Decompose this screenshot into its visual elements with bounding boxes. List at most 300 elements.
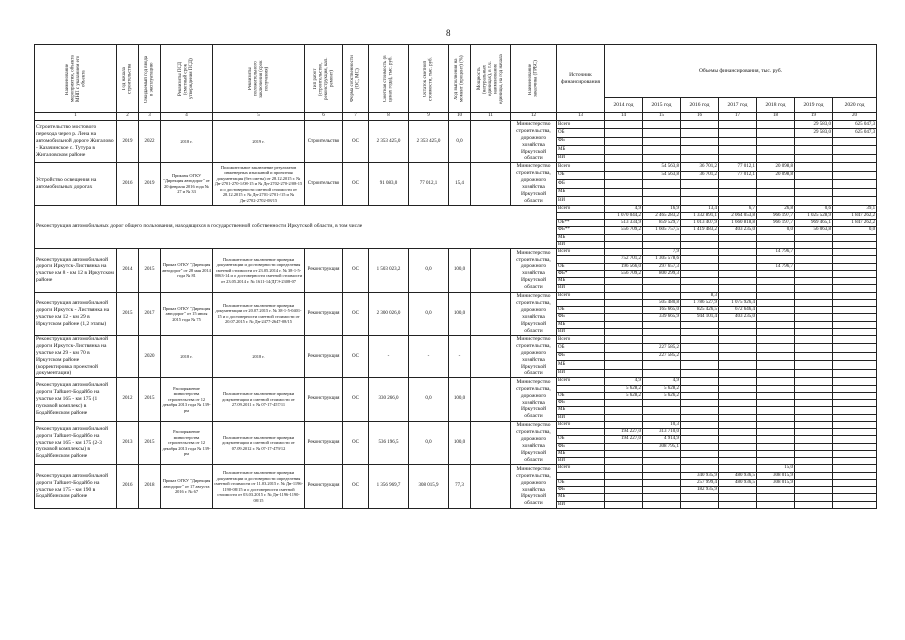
funding-source: ВИ bbox=[557, 501, 605, 508]
funding-value bbox=[795, 270, 833, 277]
funding-value bbox=[605, 278, 643, 285]
object-start: 2012 bbox=[117, 378, 139, 422]
header-label: Форма собственности (ОС, МС) bbox=[350, 55, 361, 102]
funding-value: 196 566,0 bbox=[605, 263, 643, 270]
funding-value bbox=[719, 197, 757, 206]
funding-value bbox=[833, 328, 877, 335]
funding-value: 403 235,0 bbox=[719, 314, 757, 321]
funding-value bbox=[795, 180, 833, 188]
funding-value bbox=[605, 414, 643, 421]
funding-value bbox=[643, 361, 681, 369]
funding-value bbox=[719, 392, 757, 399]
funding-value bbox=[681, 458, 719, 465]
funding-source: ВИ bbox=[557, 369, 605, 378]
funding-value: 339 665,9 bbox=[643, 314, 681, 321]
funding-value bbox=[757, 421, 795, 428]
funding-value bbox=[833, 137, 877, 145]
funding-value bbox=[833, 344, 877, 352]
funding-value bbox=[719, 328, 757, 335]
funding-value bbox=[605, 400, 643, 407]
object-start bbox=[117, 336, 139, 378]
funding-value bbox=[605, 328, 643, 335]
funding-value bbox=[681, 344, 719, 352]
header-cell bbox=[139, 45, 161, 113]
funding-value bbox=[719, 336, 757, 344]
object-cost: 2 300 026,0 bbox=[369, 292, 409, 336]
funding-value bbox=[833, 421, 877, 428]
funding-source: МБ bbox=[557, 361, 605, 369]
funding-source: Всего bbox=[557, 205, 605, 212]
funding-value bbox=[643, 241, 681, 248]
object-name: Реконструкция автомобильной дороги Тайшет-Бодайбо на участке км 165 - км 175 (2-3 пусковой комплексы) в Бодайбинском районе bbox=[35, 421, 117, 465]
object-concl: Положительное заключение проверки документации и достоверности определения сметной стоимости от 11.03.2015 г. № Дн-1196-1190-08/15 и о достоверности сметной стоимости от 03.03.2015 г. № Дн-1196-1190-08/15 bbox=[213, 465, 305, 509]
funding-value bbox=[605, 241, 643, 248]
object-end: 2015 bbox=[139, 249, 161, 293]
object-type: Реконструкция bbox=[305, 465, 343, 509]
funding-value bbox=[795, 263, 833, 270]
object-type: Реконструкция bbox=[305, 378, 343, 422]
object-row bbox=[35, 121, 877, 129]
header-label: Источник финансирования bbox=[560, 71, 601, 85]
object-end: 2022 bbox=[139, 121, 161, 163]
object-concl: Положительное заключение проверки документации и достоверности определения сметной стоимости от 23.05.2014 г. № 38-1-5-0063-14 и о достоверности сметной стоимости от 23.05.2014 г. № 1611-14/ДГЭ-2308-07 bbox=[213, 249, 305, 293]
funding-value: 182 935,9 bbox=[681, 487, 719, 494]
funding-value bbox=[833, 392, 877, 399]
funding-value: 297 657,3 bbox=[643, 263, 681, 270]
funding-value bbox=[757, 385, 795, 392]
funding-value: 194 227,0 bbox=[605, 436, 643, 443]
header-label: Реквизиты ПСД (сметный срок утверждения ПСД) bbox=[178, 58, 195, 99]
object-pct: 77,3 bbox=[449, 465, 471, 509]
header-cell bbox=[305, 45, 343, 113]
object-psd: Приказы ОГКУ "Дирекция автодорог" от 20 февраля 2016 года № 27 и № 33 bbox=[161, 163, 213, 205]
funding-value bbox=[795, 369, 833, 378]
funding-value bbox=[833, 479, 877, 486]
object-concl: Положительное заключение проверки документации и сметной стоимости от 27.09.2011 г. № 07-17-457/11 bbox=[213, 378, 305, 422]
funding-value bbox=[757, 336, 795, 344]
funding-value bbox=[643, 188, 681, 196]
funding-value: 825 426,5 bbox=[681, 307, 719, 314]
funding-value bbox=[719, 421, 757, 428]
object-name: Реконструкция автомобильной дороги Иркутск-Листвянка на участке км 29 - км 70 в Иркутском районе (корректировка проектной документации) bbox=[35, 336, 117, 378]
funding-source bbox=[557, 299, 605, 306]
object-rest: 308 015,9 bbox=[409, 465, 449, 509]
funding-value bbox=[643, 501, 681, 508]
funding-source: Всего bbox=[557, 421, 605, 428]
funding-value: 15,0 bbox=[757, 465, 795, 472]
funding-value bbox=[719, 436, 757, 443]
funding-value bbox=[681, 256, 719, 263]
funding-value bbox=[643, 414, 681, 421]
funding-value bbox=[833, 361, 877, 369]
funding-value bbox=[719, 352, 757, 360]
funding-source: ОБ bbox=[557, 263, 605, 270]
funding-value bbox=[719, 137, 757, 145]
funding-value bbox=[681, 436, 719, 443]
object-pct: 100,0 bbox=[449, 378, 471, 422]
funding-value bbox=[795, 465, 833, 472]
funding-value bbox=[719, 487, 757, 494]
funding-value bbox=[795, 378, 833, 385]
funding-value bbox=[795, 299, 833, 306]
funding-value bbox=[757, 270, 795, 277]
funding-value bbox=[719, 278, 757, 285]
funding-value bbox=[719, 450, 757, 457]
funding-value bbox=[757, 321, 795, 328]
funding-value bbox=[681, 263, 719, 270]
funding-source: МБ bbox=[557, 407, 605, 414]
object-start: 2013 bbox=[117, 421, 139, 465]
funding-value: 13,4 bbox=[681, 205, 719, 212]
funding-value: 5 628,2 bbox=[605, 385, 643, 392]
funding-source: ФБ bbox=[557, 400, 605, 407]
funding-value bbox=[719, 249, 757, 256]
funding-value bbox=[757, 429, 795, 436]
group-row bbox=[35, 205, 877, 212]
funding-value bbox=[757, 129, 795, 137]
funding-value bbox=[757, 292, 795, 299]
funding-value bbox=[719, 263, 757, 270]
header-cell bbox=[213, 45, 305, 113]
object-cap bbox=[471, 336, 511, 378]
funding-value: 0,0 bbox=[757, 227, 795, 234]
funding-value bbox=[757, 436, 795, 443]
funding-value bbox=[795, 321, 833, 328]
funding-value bbox=[795, 328, 833, 335]
funding-value bbox=[757, 299, 795, 306]
column-number: 13 bbox=[557, 113, 605, 121]
funding-value bbox=[681, 407, 719, 414]
object-start: 2014 bbox=[117, 249, 139, 293]
funding-value bbox=[757, 285, 795, 292]
object-type: Реконструкция bbox=[305, 421, 343, 465]
funding-value bbox=[643, 154, 681, 163]
funding-value bbox=[605, 361, 643, 369]
header-cell bbox=[449, 45, 471, 113]
funding-source: ВИ bbox=[557, 285, 605, 292]
funding-value bbox=[795, 336, 833, 344]
object-rest: 0,0 bbox=[409, 292, 449, 336]
funding-value bbox=[795, 487, 833, 494]
funding-value bbox=[719, 234, 757, 241]
funding-value bbox=[833, 494, 877, 501]
funding-value bbox=[833, 414, 877, 421]
funding-value bbox=[719, 129, 757, 137]
object-rest: 0,0 bbox=[409, 421, 449, 465]
column-number: 7 bbox=[343, 113, 369, 121]
funding-value: 308 015,9 bbox=[757, 472, 795, 479]
object-row bbox=[35, 292, 877, 299]
funding-value bbox=[681, 249, 719, 256]
funding-value: 944 101,4 bbox=[681, 314, 719, 321]
funding-value bbox=[605, 146, 643, 154]
funding-value bbox=[681, 501, 719, 508]
funding-value bbox=[719, 146, 757, 154]
funding-value bbox=[643, 472, 681, 479]
funding-value bbox=[719, 121, 757, 129]
funding-value bbox=[795, 163, 833, 171]
funding-value bbox=[833, 249, 877, 256]
funding-value bbox=[605, 494, 643, 501]
funding-value bbox=[757, 146, 795, 154]
funding-value bbox=[605, 352, 643, 360]
table-body bbox=[35, 121, 877, 509]
object-own: ОС bbox=[343, 465, 369, 509]
funding-value bbox=[681, 278, 719, 285]
funding-value bbox=[795, 352, 833, 360]
funding-value bbox=[681, 137, 719, 145]
funding-source: ОБ bbox=[557, 129, 605, 137]
funding-source: ФБ bbox=[557, 314, 605, 321]
funding-value bbox=[681, 336, 719, 344]
column-number: 14 bbox=[605, 113, 643, 121]
object-concl: 2019 г. bbox=[213, 121, 305, 163]
funding-value bbox=[795, 472, 833, 479]
funding-value bbox=[719, 465, 757, 472]
funding-value bbox=[833, 241, 877, 248]
funding-value bbox=[795, 443, 833, 450]
header-cell bbox=[409, 45, 449, 113]
funding-source: ОБ bbox=[557, 392, 605, 399]
object-customer: Министерство строительства, дорожного хозяйства Иркутской области bbox=[511, 292, 557, 336]
column-number: 18 bbox=[757, 113, 795, 121]
funding-value: 4,9 bbox=[605, 205, 643, 212]
funding-source: ВИ bbox=[557, 197, 605, 206]
header-cell bbox=[557, 45, 605, 113]
funding-value bbox=[719, 361, 757, 369]
column-number: 20 bbox=[833, 113, 877, 121]
column-number: 5 bbox=[213, 113, 305, 121]
column-number: 12 bbox=[511, 113, 557, 121]
year-header: 2015 год bbox=[643, 98, 681, 113]
object-cost: 330 266,0 bbox=[369, 378, 409, 422]
funding-value: 5 626,2 bbox=[643, 392, 681, 399]
funding-value: 1 847 262,2 bbox=[833, 212, 877, 219]
header-label: Наименование мероприятия, объекта МНП с указанием его объекта bbox=[64, 55, 86, 102]
object-own: ОС bbox=[343, 163, 369, 205]
funding-value: 20 098,8 bbox=[757, 171, 795, 179]
funding-value bbox=[795, 171, 833, 179]
object-type: Реконструкция bbox=[305, 336, 343, 378]
funding-value bbox=[643, 336, 681, 344]
funding-value bbox=[833, 472, 877, 479]
funding-value bbox=[795, 146, 833, 154]
funding-value: 14 796,7 bbox=[757, 263, 795, 270]
funding-value: 1 070 044,2 bbox=[605, 212, 643, 219]
funding-source: ОБ bbox=[557, 436, 605, 443]
funding-value bbox=[681, 234, 719, 241]
object-pct: 100,0 bbox=[449, 292, 471, 336]
funding-value bbox=[795, 400, 833, 407]
funding-value bbox=[643, 450, 681, 457]
object-row bbox=[35, 421, 877, 428]
funding-value bbox=[757, 241, 795, 248]
funding-value bbox=[643, 292, 681, 299]
funding-value: 29 583,0 bbox=[795, 129, 833, 137]
object-start: 2019 bbox=[117, 121, 139, 163]
funding-value: 8,3 bbox=[681, 292, 719, 299]
funding-source: Всего bbox=[557, 378, 605, 385]
header-cell bbox=[117, 45, 139, 113]
funding-value bbox=[605, 285, 643, 292]
funding-value bbox=[833, 314, 877, 321]
object-psd: Приказ ОГКУ "Дирекция автодорог" от 17 августа 2016 г. № 67 bbox=[161, 465, 213, 509]
object-cost: - bbox=[369, 336, 409, 378]
funding-value bbox=[681, 361, 719, 369]
object-pct: - bbox=[449, 336, 471, 378]
funding-value bbox=[833, 146, 877, 154]
object-type: Строительство bbox=[305, 163, 343, 205]
funding-value bbox=[605, 314, 643, 321]
funding-value: 1 660 818,8 bbox=[719, 220, 757, 227]
object-concl: Положительное заключение проверки документации от 20.07.2015 г. № 38-1-5-0401-15 и о достоверности сметной стоимости от 20.07.2015 г. № Дн-2477-2647-08/15 bbox=[213, 292, 305, 336]
funding-value bbox=[605, 249, 643, 256]
funding-value bbox=[833, 400, 877, 407]
object-cost: 536 196,5 bbox=[369, 421, 409, 465]
column-number: 8 bbox=[369, 113, 409, 121]
object-cap bbox=[471, 249, 511, 293]
funding-value bbox=[795, 392, 833, 399]
funding-value: 257 999,4 bbox=[681, 479, 719, 486]
funding-value: 556 709,2 bbox=[605, 227, 643, 234]
object-name: Строительство мостового перехода через р. Лена на автомобильной дороге Жигалово - Казачинское с. Тутура в Жигаловском районе bbox=[35, 121, 117, 163]
funding-value bbox=[605, 307, 643, 314]
funding-value bbox=[833, 180, 877, 188]
funding-source: МБ bbox=[557, 278, 605, 285]
funding-value bbox=[605, 171, 643, 179]
funding-source: МБ bbox=[557, 450, 605, 457]
funding-value: 77 012,1 bbox=[719, 163, 757, 171]
funding-value bbox=[643, 465, 681, 472]
funding-value: 1 332 891,1 bbox=[681, 212, 719, 219]
header-label: Год начала строительства bbox=[122, 63, 133, 94]
year-header: 2014 год bbox=[605, 98, 643, 113]
funding-source: ФБ* bbox=[557, 270, 605, 277]
funding-value bbox=[605, 129, 643, 137]
funding-value bbox=[833, 378, 877, 385]
funding-value bbox=[605, 421, 643, 428]
object-own: ОС bbox=[343, 378, 369, 422]
object-row bbox=[35, 249, 877, 256]
funding-value bbox=[681, 421, 719, 428]
funding-value bbox=[643, 487, 681, 494]
funding-source bbox=[557, 429, 605, 436]
funding-value bbox=[681, 285, 719, 292]
funding-value: 969 465,1 bbox=[795, 220, 833, 227]
header-label: Ожидаемый год ввода в эксплуатацию bbox=[144, 54, 155, 103]
funding-value bbox=[757, 369, 795, 378]
funding-value bbox=[681, 352, 719, 360]
funding-source: Всего bbox=[557, 336, 605, 344]
funding-value: 227 585,2 bbox=[643, 352, 681, 360]
funding-value bbox=[681, 378, 719, 385]
header-label: Мощность (натуральных единицах), в т.ч. наименование единицы, на год начала bbox=[476, 53, 504, 104]
column-number: 16 bbox=[681, 113, 719, 121]
funding-source: ОБ** bbox=[557, 220, 605, 227]
funding-value bbox=[643, 121, 681, 129]
object-name: Реконструкция автомобильной дороги Тайшет-Бодайбо на участке км 165 - км 175 (1 пусковой комплекс) в Бодайбинском районе bbox=[35, 378, 117, 422]
funding-value bbox=[719, 241, 757, 248]
funding-value bbox=[795, 292, 833, 299]
funding-value bbox=[681, 450, 719, 457]
object-name: Реконструкция автомобильной дороги Тайшет-Бодайбо на участке км 175 - км 190 в Бодайбинском районе bbox=[35, 465, 117, 509]
funding-value bbox=[795, 501, 833, 508]
funding-value bbox=[681, 241, 719, 248]
funding-value bbox=[605, 137, 643, 145]
funding-value: 194 227,0 bbox=[605, 429, 643, 436]
object-row bbox=[35, 163, 877, 171]
object-own: ОС bbox=[343, 249, 369, 293]
funding-value bbox=[795, 494, 833, 501]
object-pct: 15,4 bbox=[449, 163, 471, 205]
funding-value bbox=[681, 188, 719, 196]
funding-value bbox=[757, 361, 795, 369]
funding-value bbox=[757, 487, 795, 494]
funding-source: Всего bbox=[557, 292, 605, 299]
funding-value bbox=[719, 400, 757, 407]
funding-value bbox=[605, 121, 643, 129]
funding-value: 1 605 757,5 bbox=[643, 227, 681, 234]
funding-value bbox=[757, 378, 795, 385]
header-cell bbox=[369, 45, 409, 113]
object-name: Устройство освещения на автомобильных дорогах bbox=[35, 163, 117, 205]
object-type: Реконструкция bbox=[305, 292, 343, 336]
funding-value bbox=[643, 129, 681, 137]
funding-value bbox=[833, 234, 877, 241]
funding-value bbox=[605, 407, 643, 414]
funding-value: 16,9 bbox=[643, 205, 681, 212]
funding-value bbox=[757, 278, 795, 285]
object-psd: Приказ ОГКУ "Дирекция автодорог" от 15 июля 2015 года № 75 bbox=[161, 292, 213, 336]
funding-value bbox=[605, 292, 643, 299]
funding-source: МБ bbox=[557, 321, 605, 328]
header-label: Ход выполнения на момент (процент) (%) bbox=[454, 55, 465, 102]
header-cell bbox=[471, 45, 511, 113]
funding-value bbox=[757, 307, 795, 314]
column-number: 4 bbox=[161, 113, 213, 121]
funding-value bbox=[643, 407, 681, 414]
object-cost: 1 503 023,2 bbox=[369, 249, 409, 293]
funding-value bbox=[681, 146, 719, 154]
funding-value bbox=[719, 378, 757, 385]
funding-value bbox=[719, 429, 757, 436]
funding-value bbox=[643, 479, 681, 486]
funding-value bbox=[757, 188, 795, 196]
column-number: 3 bbox=[139, 113, 161, 121]
funding-value bbox=[757, 400, 795, 407]
object-cost: 1 356 969,7 bbox=[369, 465, 409, 509]
funding-value: 54 563,8 bbox=[643, 171, 681, 179]
header-label: Реквизиты положительного заключения (срок получения) bbox=[247, 59, 269, 98]
funding-value bbox=[795, 234, 833, 241]
funding-value bbox=[605, 443, 643, 450]
object-own: ОС bbox=[343, 336, 369, 378]
funding-value bbox=[681, 180, 719, 188]
funding-value bbox=[795, 137, 833, 145]
funding-source: ВИ bbox=[557, 414, 605, 421]
funding-value: 7,9 bbox=[643, 249, 681, 256]
funding-value bbox=[643, 137, 681, 145]
funding-value bbox=[833, 256, 877, 263]
funding-value bbox=[605, 344, 643, 352]
funding-value: 1 786 527,9 bbox=[681, 299, 719, 306]
funding-value bbox=[757, 154, 795, 163]
table-header bbox=[35, 45, 877, 121]
object-start: 2015 bbox=[117, 292, 139, 336]
funding-value: 1 013 407,9 bbox=[681, 220, 719, 227]
funding-header: Объемы финансирования, тыс. руб. bbox=[605, 45, 877, 98]
funding-value: 340 935,9 bbox=[681, 472, 719, 479]
